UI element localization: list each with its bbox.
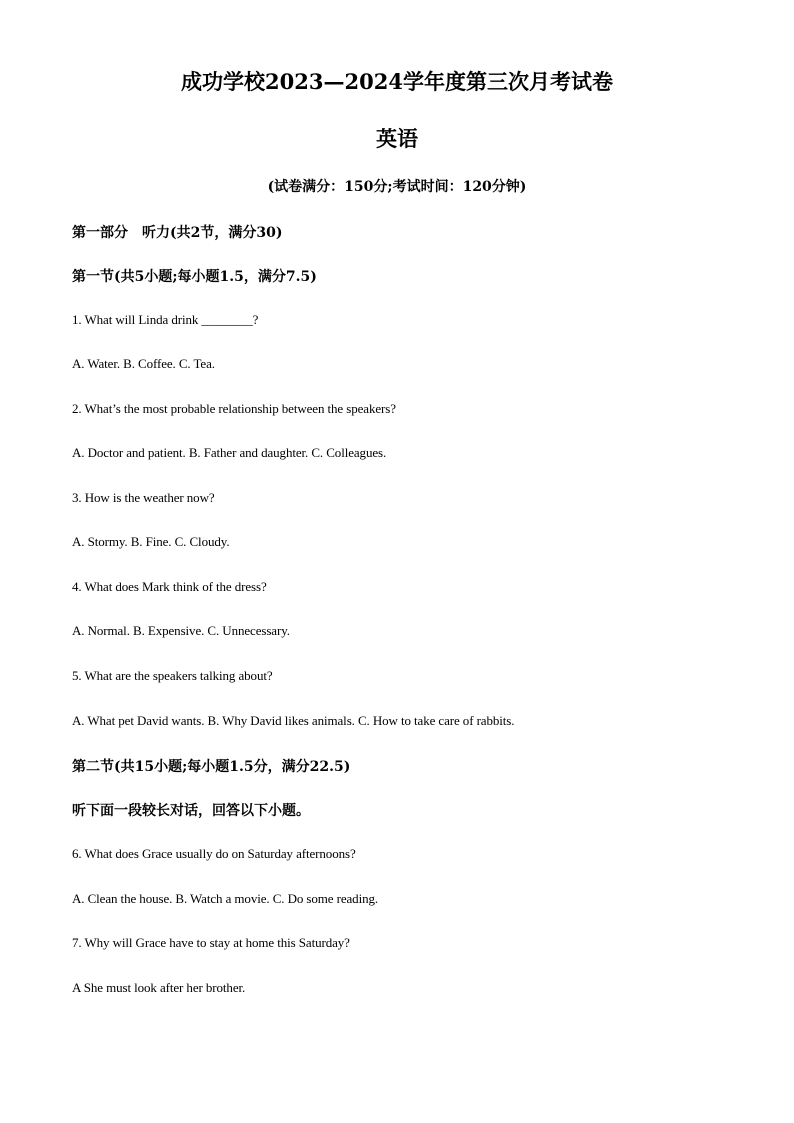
exam-info: (试卷满分：150分;考试时间：120分钟) — [267, 179, 527, 195]
question-1-options: A. Water. B. Coffee. C. Tea. — [72, 356, 215, 371]
question-1-stem: 1. What will Linda drink ________? — [72, 312, 259, 327]
section2-instruction: 听下面一段较长对话，回答以下小题。 — [72, 803, 310, 819]
part1-heading: 第一部分 听力(共2节，满分30) — [72, 225, 283, 241]
question-5-options: A. What pet David wants. B. Why David likes animals. C. How to take care of rabbits. — [72, 713, 515, 728]
question-2-stem: 2. What’s the most probable relationship between the speakers? — [72, 401, 396, 416]
question-3-stem: 3. How is the weather now? — [72, 490, 215, 505]
question-6-options: A. Clean the house. B. Watch a movie. C. Do some reading. — [72, 891, 379, 906]
question-3-options: A. Stormy. B. Fine. C. Cloudy. — [72, 534, 230, 549]
question-7-option-a: A She must look after her brother. — [72, 980, 246, 995]
question-4-stem: 4. What does Mark think of the dress? — [72, 579, 267, 594]
question-4-options: A. Normal. B. Expensive. C. Unnecessary. — [72, 623, 290, 638]
question-5-stem: 5. What are the speakers talking about? — [72, 668, 273, 683]
question-2-options: A. Doctor and patient. B. Father and daughter. C. Colleagues. — [72, 445, 387, 460]
exam-title: 成功学校2023—2024学年度第三次月考试卷 — [181, 69, 613, 94]
question-7-stem: 7. Why will Grace have to stay at home this Saturday? — [72, 935, 350, 950]
section2-heading: 第二节(共15小题;每小题1.5分，满分22.5) — [72, 759, 351, 775]
question-6-stem: 6. What does Grace usually do on Saturday afternoons? — [72, 846, 356, 861]
subject-title: 英语 — [376, 126, 418, 151]
section1-heading: 第一节(共5小题;每小题1.5，满分7.5) — [72, 269, 317, 285]
